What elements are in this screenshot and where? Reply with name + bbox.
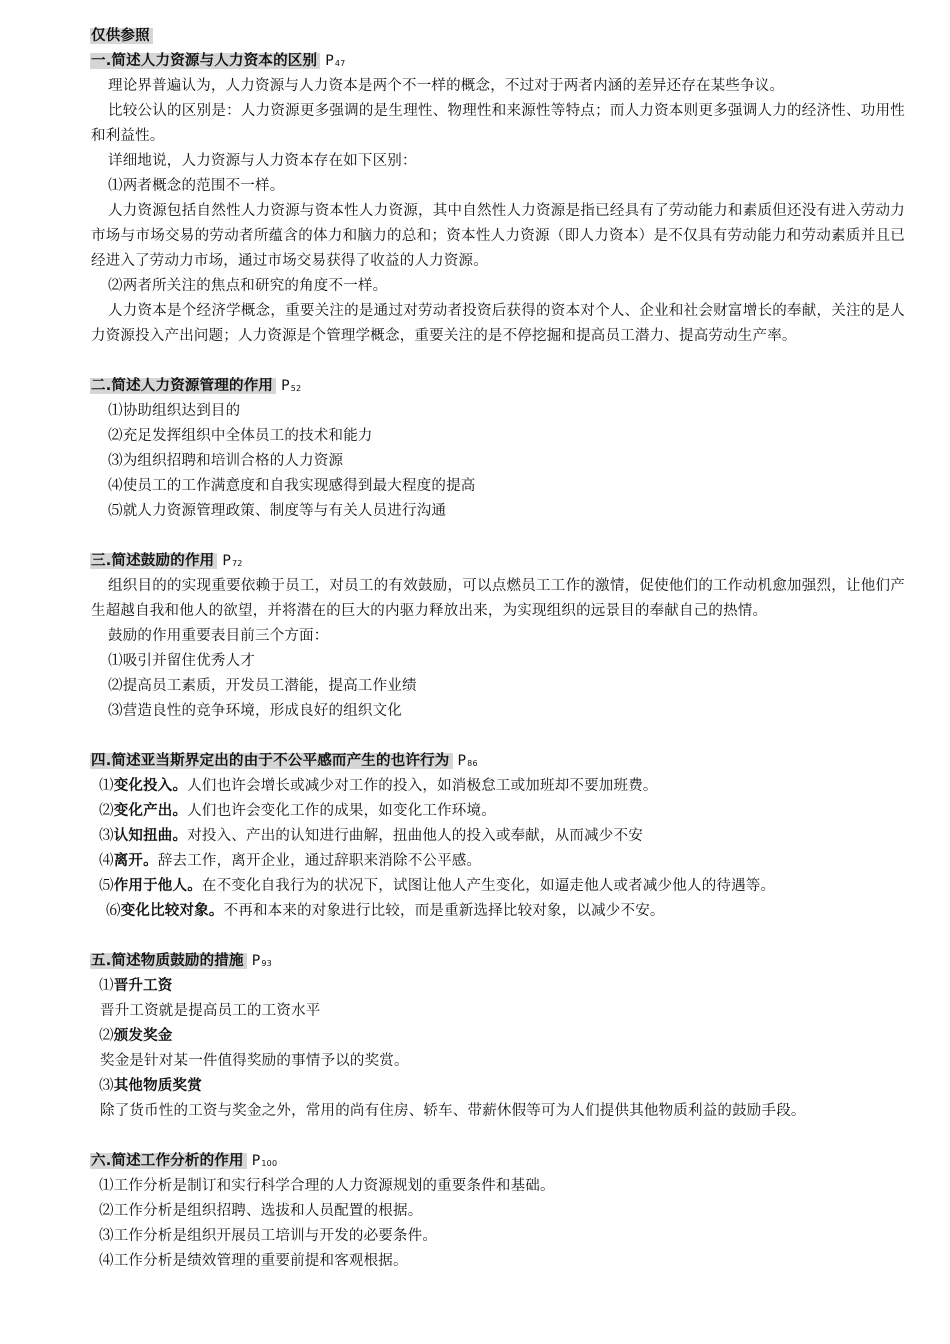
section-6-heading-line	[91, 1149, 905, 1174]
list-item: ⑴协助组织达到目的	[108, 403, 241, 419]
section-1-paragraph: 人力资本是个经济学概念，重要关注的是通过对劳动者投资后获得的资本对个人、企业和社会财富增长的奉献，关注的是人力资源投入产出问题；人力资源是个管理学概念，重要关注的是不停挖掘和提高员工潜力、提高劳动生产率。	[91, 303, 905, 344]
section-3-heading-line	[91, 549, 905, 574]
section-1-heading: 一.简述人力资源与人力资本的区别	[90, 53, 320, 69]
list-item-text: 奖金是针对某一件值得奖励的事情予以的奖赏。	[100, 1053, 409, 1069]
list-item: ⑶营造良性的竞争环境，形成良好的组织文化	[108, 703, 402, 719]
section-3-paragraph: 组织目的的实现重要依赖于员工，对员工的有效鼓励，可以点燃员工工作的激情，促使他们的工作动机愈加强烈，让他们产生超越自我和他人的欲望，并将潜在的巨大的内驱力释放出来，为实现组织的远景目的奉献自己的热情。	[91, 578, 905, 619]
section-3-page-ref: $P_{72}$	[222, 553, 243, 569]
list-item: ⑹变化比较对象。不再和本来的对象进行比较，而是重新选择比较对象，以减少不安。	[106, 903, 665, 919]
section-1-paragraph: 理论界普遍认为，人力资源与人力资本是两个不一样的概念，不过对于两者内涵的差异还存在某些争议。	[108, 78, 785, 94]
list-item: ⑶认知扭曲。对投入、产出的认知进行曲解，扭曲他人的投入或奉献，从而减少不安	[99, 828, 643, 844]
section-4-heading-line	[91, 749, 905, 774]
list-item-text: 除了货币性的工资与奖金之外，常用的尚有住房、轿车、带薪休假等可为人们提供其他物质利益的鼓励手段。	[100, 1103, 806, 1119]
list-item: ⑵工作分析是组织招聘、选拔和人员配置的根据。	[99, 1203, 423, 1219]
list-item-title: ⑴晋升工资	[99, 978, 173, 994]
section-4-heading: 四.简述亚当斯界定出的由于不公平感而产生的也许行为	[90, 753, 453, 769]
section-1-heading-line	[91, 49, 905, 74]
section-4-page-ref: $P_{86}$	[457, 753, 478, 769]
list-item: ⑴吸引并留住优秀人才	[108, 653, 255, 669]
list-item-title: ⑶其他物质奖赏	[99, 1078, 202, 1094]
list-item: ⑵提高员工素质，开发员工潜能，提高工作业绩	[108, 678, 417, 694]
list-item: ⑶为组织招聘和培训合格的人力资源	[108, 453, 344, 469]
section-2-heading-line	[91, 374, 905, 399]
section-3-heading: 三.简述鼓励的作用	[90, 553, 217, 569]
list-item: ⑷离开。辞去工作，离开企业，通过辞职来消除不公平感。	[99, 853, 482, 869]
section-1-paragraph: 详细地说，人力资源与人力资本存在如下区别：	[108, 153, 417, 169]
section-1-page-ref: $P_{47}$	[325, 53, 346, 69]
section-2-heading: 二.简述人力资源管理的作用	[90, 378, 276, 394]
section-6-page-ref: $P_{100}$	[251, 1153, 278, 1169]
list-item-title: ⑵颁发奖金	[99, 1028, 173, 1044]
list-item: ⑷工作分析是绩效管理的重要前提和客观根据。	[99, 1253, 408, 1269]
list-item: ⑴工作分析是制订和实行科学合理的人力资源规划的重要条件和基础。	[99, 1178, 555, 1194]
list-item: ⑵变化产出。人们也许会变化工作的成果，如变化工作环境。	[99, 803, 496, 819]
section-3-paragraph: 鼓励的作用重要表目前三个方面：	[108, 628, 329, 644]
section-5-heading-line	[91, 949, 905, 974]
section-1-paragraph: 人力资源包括自然性人力资源与资本性人力资源，其中自然性人力资源是指已经具有了劳动能力和素质但还没有进入劳动力市场与市场交易的劳动者所蕴含的体力和脑力的总和；资本性人力资源（即人力资本）是不仅具有劳动能力和劳动素质并且已经进入了劳动力市场，通过市场交易获得了收益的人力资源。	[91, 203, 905, 269]
section-5-heading: 五.简述物质鼓励的措施	[90, 953, 247, 969]
section-6-heading: 六.简述工作分析的作用	[90, 1153, 247, 1169]
list-item: ⑶工作分析是组织开展员工培训与开发的必要条件。	[99, 1228, 438, 1244]
section-5-page-ref: $P_{93}$	[251, 953, 272, 969]
section-1-paragraph: ⑵两者所关注的焦点和研究的角度不一样。	[108, 278, 388, 294]
document-page	[91, 24, 905, 1274]
list-item: ⑵充足发挥组织中全体员工的技术和能力	[108, 428, 373, 444]
list-item-text: 晋升工资就是提高员工的工资水平	[100, 1003, 321, 1019]
top-label: 仅供参照	[90, 28, 153, 44]
section-2-page-ref: $P_{52}$	[281, 378, 302, 394]
list-item: ⑸作用于他人。在不变化自我行为的状况下，试图让他人产生变化，如逼走他人或者减少他人的待遇等。	[99, 878, 776, 894]
top-label-line	[91, 24, 905, 49]
list-item: ⑷使员工的工作满意度和自我实现感得到最大程度的提高	[108, 478, 476, 494]
section-1-paragraph: ⑴两者概念的范围不一样。	[108, 178, 285, 194]
section-1-paragraph: 比较公认的区别是：人力资源更多强调的是生理性、物理性和来源性等特点；而人力资本则更多强调人力的经济性、功用性和利益性。	[91, 103, 905, 144]
list-item: ⑴变化投入。人们也许会增长或减少对工作的投入，如消极怠工或加班却不要加班费。	[99, 778, 658, 794]
list-item: ⑸就人力资源管理政策、制度等与有关人员进行沟通	[108, 503, 447, 519]
